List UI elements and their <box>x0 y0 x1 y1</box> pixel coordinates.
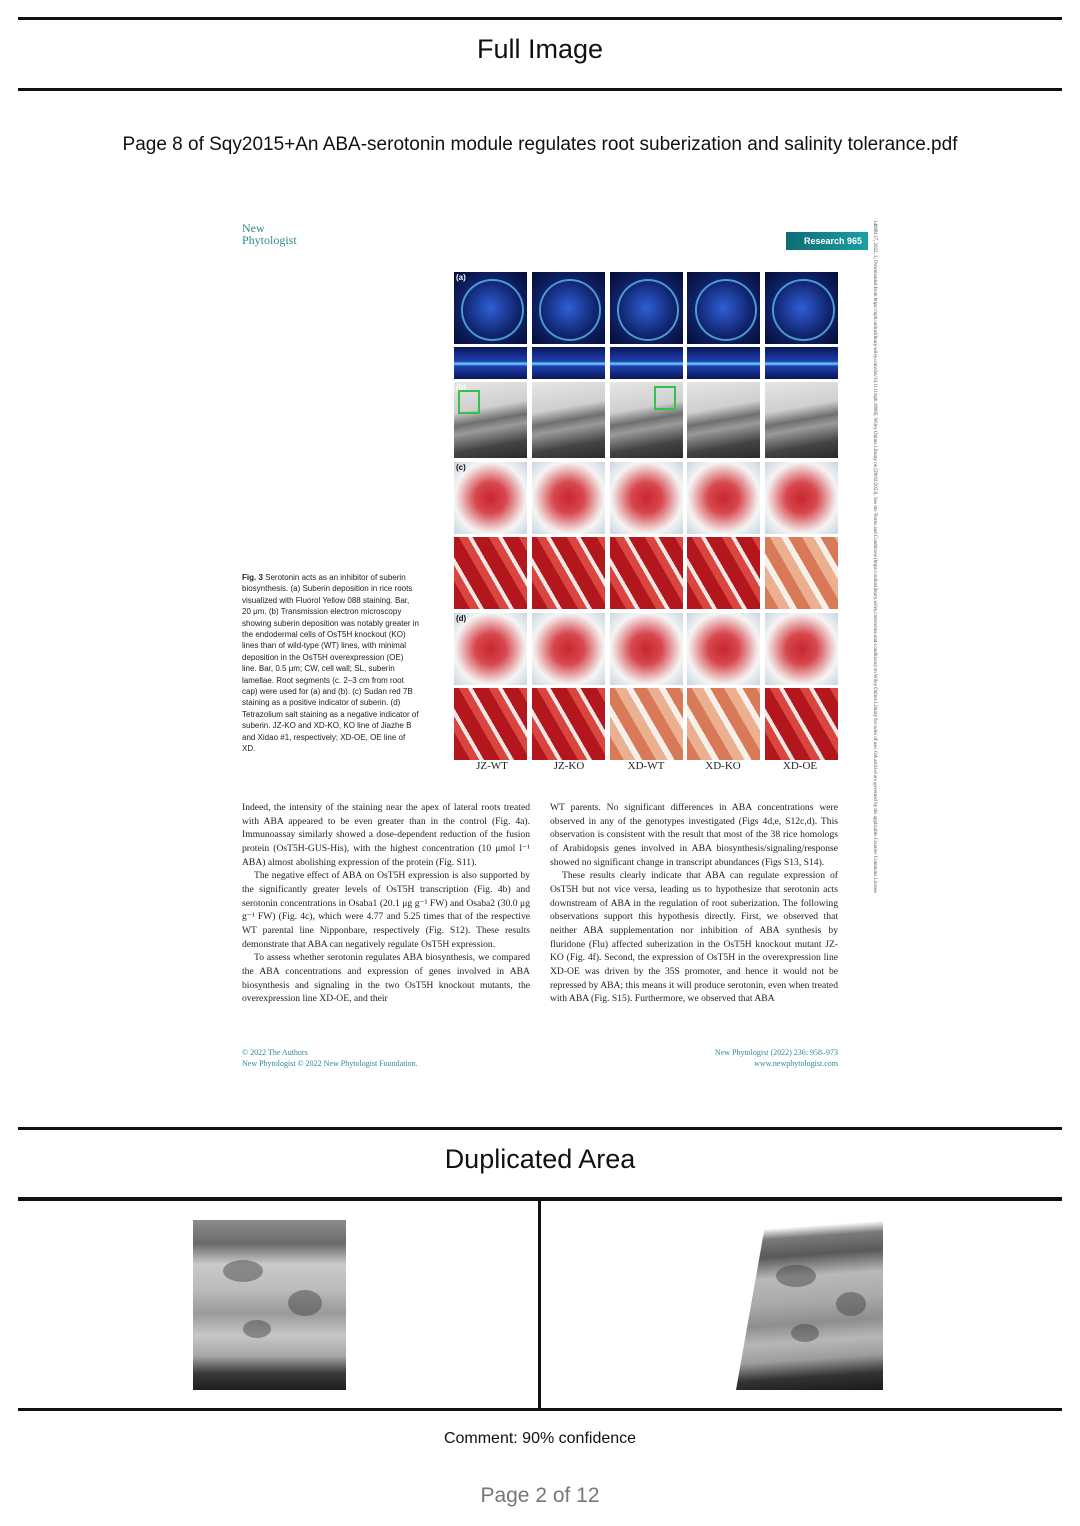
column-label: JZ-WT <box>476 760 508 772</box>
figure-tile <box>532 382 605 458</box>
footer-copyright: © 2022 The Authors <box>242 1048 308 1057</box>
crop-edge <box>736 1220 766 1390</box>
figure-tile <box>765 688 838 760</box>
figure-tile <box>532 462 605 534</box>
figure-tile <box>532 613 605 685</box>
figure-row-d-dish <box>454 613 838 685</box>
crop-texture <box>223 1260 263 1282</box>
body-column-left <box>242 801 530 1006</box>
figure-tile <box>454 688 527 760</box>
section-rule <box>18 1127 1062 1130</box>
panel-label-d: (d) <box>456 614 467 623</box>
figure-caption-text: Serotonin acts as an inhibitor of suberin biosynthesis. (a) Suberin deposition in rice roots visualized with Fluorol Yellow 088 staining. Bar, 20 μm. (b) Transmission electron microscopy showing suberin deposition was notably greater in the endodermal cells of OsT5H knockout (KO) lines than of wild-type (WT) lines, with minimal deposition in the OsT5H overexpression (OE) line. Bar, 0.5 μm; CW, cell wall; SL, suberin lamellae. Root segments (c. 2–3 cm from root cap) were used for (a) and (b). (c) Sudan red 7B staining as a positive indicator of suberin. (d) Tetrazolium salt staining as a negative indicator of suberin. JZ-KO and XD-KO, KO line of Jiazhe B and Xidao #1, respectively; XD-OE, OE line of XD. <box>242 573 419 754</box>
paper-page-image <box>228 212 877 1078</box>
panel-label-a: (a) <box>456 273 466 282</box>
figure-tile <box>454 537 527 609</box>
comment-text: Comment: 90% confidence <box>443 1430 637 1447</box>
body-paragraph: To assess whether serotonin regulates ABA biosynthesis, we compared the ABA concentrations and expression of genes involved in ABA biosynthesis and signaling in the two OsT5H knockout mutants, the overexpression line XD-OE, and their <box>242 952 530 1005</box>
figure-tile <box>454 462 527 534</box>
figure-row-c-dish <box>454 462 838 534</box>
body-paragraph: WT parents. No significant differences in ABA concentrations were observed in any of the genotypes investigated (Figs 4d,e, S12c,d). This observation is consistent with the result that most of the 38 rice homologs of Arabidopsis genes involved in ABA biosynthesis/signaling/response showed no significant change in transcript abundances (Figs S13, S14). <box>550 802 838 868</box>
crop-texture <box>243 1320 271 1338</box>
figure-tile <box>765 382 838 458</box>
figure-tile <box>610 688 683 760</box>
journal-logo-line2: Phytologist <box>242 233 297 247</box>
column-label: XD-WT <box>627 760 665 772</box>
figure-tile <box>610 613 683 685</box>
body-paragraph: Indeed, the intensity of the staining near the apex of lateral roots treated with ABA appeared to be even greater than in the control (Fig. 4a). Immunoassay similarly showed a dose-dependent reduction of the fusion protein (OsT5H-GUS-His), with the highest concentration (10 μmol l⁻¹ ABA) almost abolishing expression of the protein (Fig. S11). <box>242 802 530 868</box>
file-caption: Page 8 of Sqy2015+An ABA-serotonin module regulates root suberization and salinity tolerance.pdf <box>122 134 958 155</box>
figure-tile <box>454 347 527 379</box>
body-paragraph: These results clearly indicate that ABA can regulate expression of OsT5H but not vice versa, leading us to hypothesize that serotonin acts downstream of ABA in the regulation of root suberization. The following observations support this hypothesis directly. First, we observed that neither ABA supplementation nor inhibition of ABA synthesis by fluridone (Flu) affected suberization in the OsT5H knockout mutant JZ-KO (Fig. 4f). Second, the expression of OsT5H in the overexpression line XD-OE was driven by the 35S promoter, and hence it would not be repressed by ABA; this means it will produce serotonin, even when treated with ABA (Fig. S15). Furthermore, we observed that ABA <box>550 870 838 1005</box>
footer-foundation: New Phytologist © 2022 New Phytologist Foundation. <box>242 1059 418 1068</box>
header-rule <box>18 88 1062 91</box>
crop-texture <box>791 1324 819 1342</box>
figure-tile <box>687 272 760 344</box>
figure-tile <box>687 462 760 534</box>
panel-label-c: (c) <box>456 463 466 472</box>
research-badge: Research 965 <box>786 232 868 250</box>
figure-row-c-seeds <box>454 537 838 609</box>
crop-texture <box>288 1290 322 1316</box>
figure-tile <box>610 382 683 458</box>
footer-url: www.newphytologist.com <box>754 1059 838 1068</box>
figure-caption <box>242 572 420 755</box>
figure-row-a <box>454 272 838 344</box>
figure-tile <box>687 382 760 458</box>
journal-logo <box>242 222 297 246</box>
paper-footer-right <box>715 1047 838 1069</box>
figure-tile <box>454 382 527 458</box>
figure-tile <box>610 537 683 609</box>
panel-label-b: (b) <box>456 383 467 392</box>
figure-caption-label: Fig. 3 <box>242 573 263 582</box>
figure-row-b <box>454 382 838 458</box>
figure-tile <box>532 537 605 609</box>
figure-row-d-seeds <box>454 688 838 760</box>
figure-tile <box>454 613 527 685</box>
highlight-box <box>458 390 480 414</box>
top-rule <box>18 17 1062 20</box>
figure-tile <box>687 347 760 379</box>
download-side-note: 14698137, 2022, 3, Downloaded from https://nph.onlinelibrary.wiley.com/doi/10.1111/nph.18095, Wiley Online Library on [28/02/2023]. See the Terms and Conditions (https://onlinelibrary.wiley.com/terms-and-conditions) on Wiley Online Library for rules of use; OA articles are governed by the applicable Creative Commons License <box>872 220 877 894</box>
figure-tile <box>687 688 760 760</box>
footer-citation: New Phytologist (2022) 236: 958–973 <box>714 1048 838 1057</box>
column-label: XD-OE <box>782 760 818 772</box>
figure-row-a-detail <box>454 347 838 379</box>
duplicated-area-title: Duplicated Area <box>444 1144 636 1174</box>
full-image-title: Full Image <box>476 34 604 64</box>
figure-tile <box>610 462 683 534</box>
column-label: JZ-KO <box>553 760 585 772</box>
body-column-right <box>550 801 838 1006</box>
page-number: Page 2 of 12 <box>480 1484 600 1507</box>
crop-texture <box>836 1292 866 1316</box>
figure-tile <box>765 613 838 685</box>
duplicated-crop-left <box>193 1220 346 1390</box>
figure-tile <box>765 462 838 534</box>
figure-tile <box>532 272 605 344</box>
duplicated-crop-right <box>736 1220 883 1390</box>
figure-tile <box>765 272 838 344</box>
figure-tile <box>532 688 605 760</box>
figure-column-labels <box>454 760 838 772</box>
figure-tile <box>610 347 683 379</box>
crop-divider <box>538 1201 541 1409</box>
figure-tile <box>454 272 527 344</box>
column-label: XD-KO <box>705 760 741 772</box>
figure-tile <box>765 347 838 379</box>
figure-tile <box>687 537 760 609</box>
bottom-rule <box>18 1408 1062 1411</box>
body-paragraph: The negative effect of ABA on OsT5H expression is also supported by the significantly greater levels of OsT5H transcription (Fig. 4b) and serotonin concentrations in Osaba1 (20.1 μg g⁻¹ FW) and Osaba2 (30.0 μg g⁻¹ FW) (Fig. 4c), which were 4.77 and 5.25 times that of the respective WT parental line Nipponbare, respectively (Fig. S12). These results demonstrate that ABA can negatively regulate OsT5H expression. <box>242 870 530 950</box>
figure-tile <box>610 272 683 344</box>
figure-tile <box>687 613 760 685</box>
figure-tile <box>765 537 838 609</box>
crop-texture <box>776 1265 816 1287</box>
paper-footer-left <box>242 1047 418 1069</box>
journal-logo-line1: New <box>242 221 265 235</box>
highlight-box <box>654 386 676 410</box>
figure-tile <box>532 347 605 379</box>
